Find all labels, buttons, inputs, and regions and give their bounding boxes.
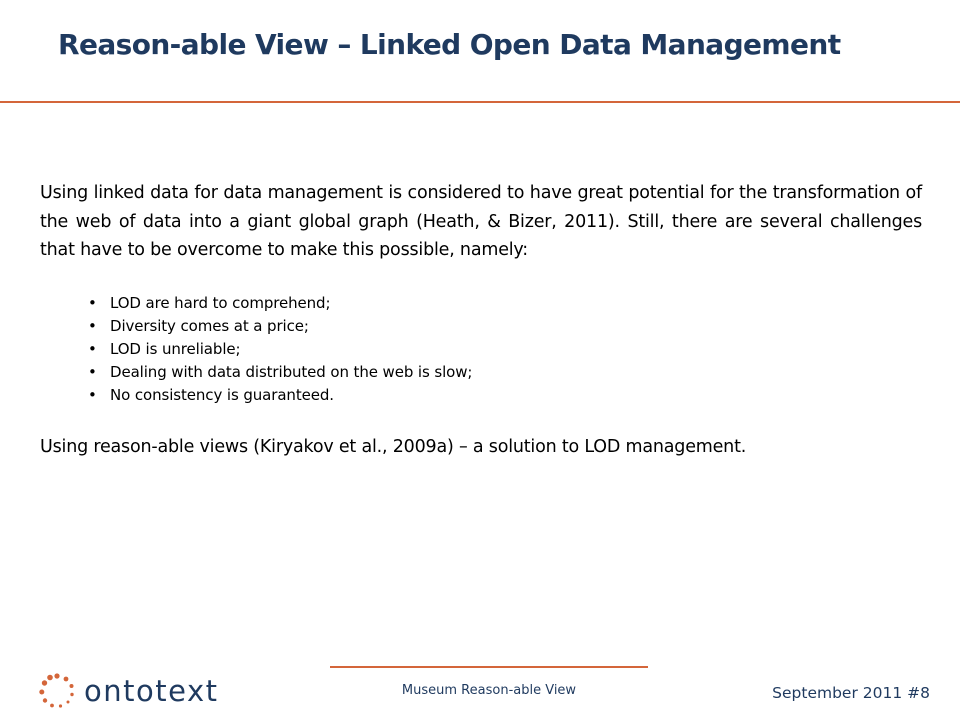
list-item [88,315,922,338]
list-item-text: LOD are hard to comprehend; [110,293,331,312]
bullet-icon: • [88,385,97,404]
footer-divider [330,666,648,668]
challenge-list [40,292,922,407]
list-item-text: Dealing with data distributed on the web is slow; [110,362,473,381]
bullet-icon: • [88,339,97,358]
bullet-icon: • [88,362,97,381]
list-item-text: No consistency is guaranteed. [110,385,334,404]
list-item [88,292,922,315]
ontotext-logo [38,671,218,711]
intro-paragraph: Using linked data for data management is considered to have great potential for the transformation of the web of data into a giant global graph (Heath, & Bizer, 2011). Still, there are several challenges that have to be overcome to make this possible, namely: [40,183,922,260]
conclusion-paragraph: Using reason-able views (Kiryakov et al., 2009a) – a solution to LOD management. [40,436,747,457]
list-item [88,384,922,407]
logo-wordmark: ontotext [84,673,219,708]
list-item [88,361,922,384]
title-divider [0,101,960,103]
list-item-text: Diversity comes at a price; [110,316,309,335]
slide-title: Reason-able View – Linked Open Data Management [58,28,841,61]
list-item-text: LOD is unreliable; [110,339,241,358]
bullet-icon: • [88,316,97,335]
list-item [88,338,922,361]
footer-date-page-number: September 2011 #8 [772,684,930,702]
footer-presentation-title: Museum Reason-able View [401,683,577,698]
bullet-icon: • [88,293,97,312]
slide-body [40,179,922,460]
logo-dots-icon [38,672,76,710]
